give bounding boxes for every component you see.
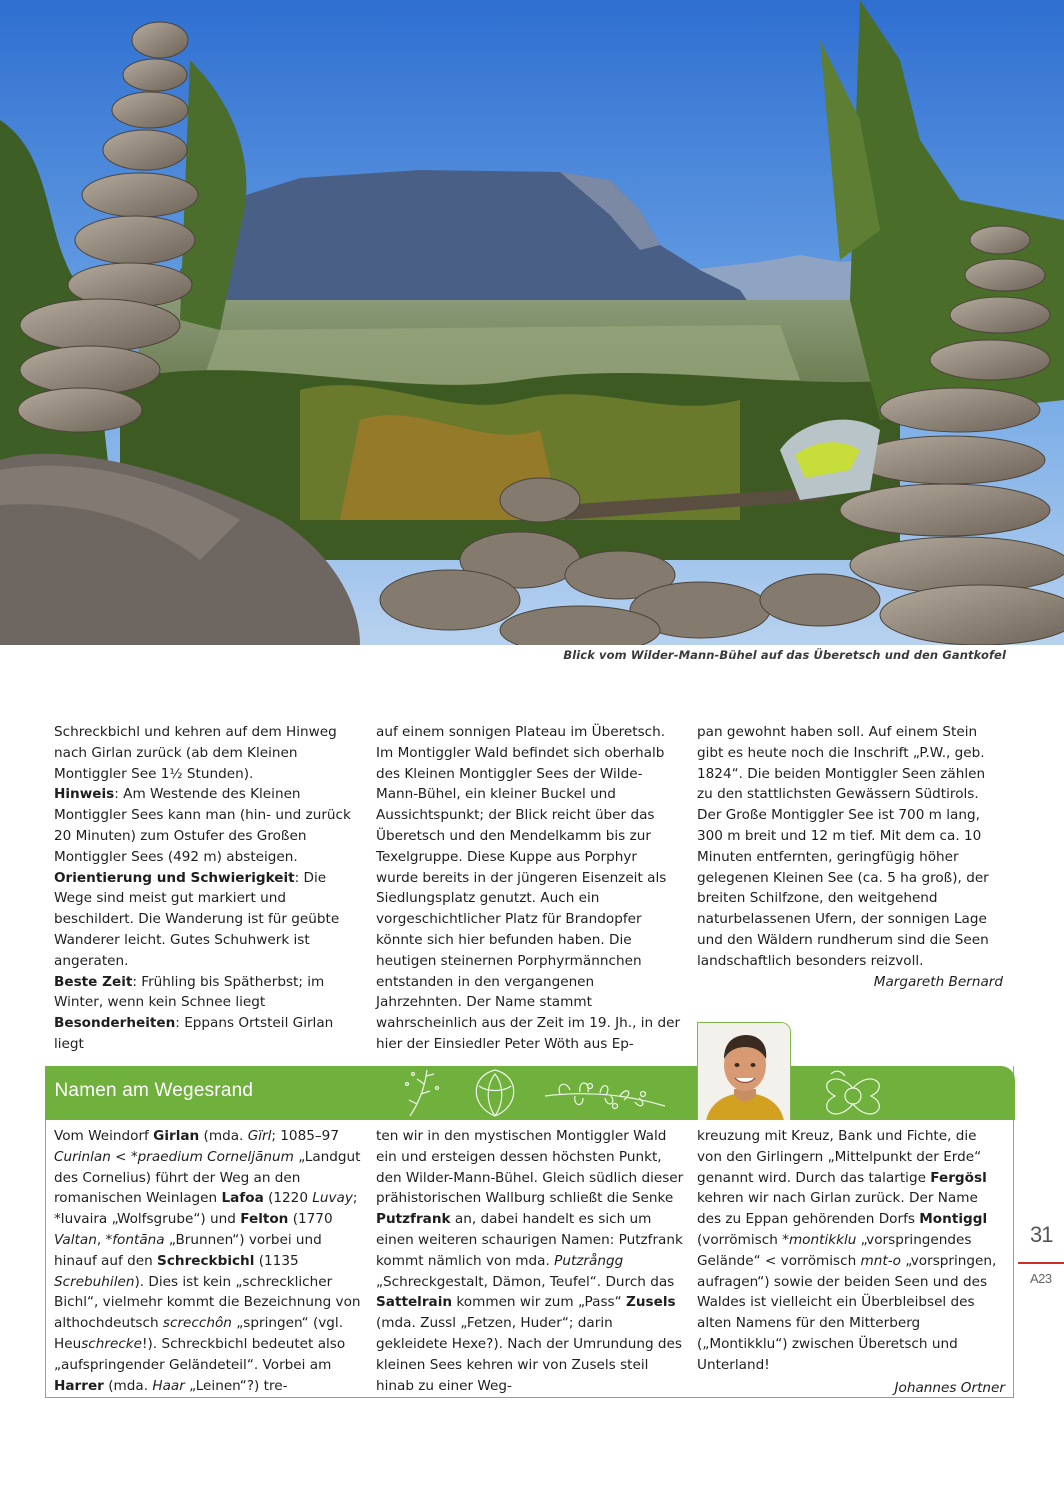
info-orientierung: Orientierung und Schwierigkeit: Die Wege sind meist gut markiert und beschildert. Die Wanderung ist für geübte Wanderer leicht. Gutes Schuhwerk ist angeraten. <box>54 869 340 969</box>
author-portrait <box>697 1022 791 1120</box>
text-run: , * <box>96 1231 113 1248</box>
etymology-term: praedium Corneljānum <box>137 1148 294 1165</box>
name-term: Schreckbichl <box>157 1252 255 1269</box>
page-number: 31 <box>1030 1222 1053 1247</box>
text-run: (mda. <box>199 1128 248 1144</box>
info-label: Orientierung und Schwierigkeit <box>54 869 295 886</box>
text-run: Vom Weindorf <box>54 1128 154 1144</box>
text-run: (1135 <box>254 1252 299 1269</box>
info-beste-zeit: Beste Zeit: Frühling bis Spätherbst; im Winter, wenn kein Schnee liegt <box>54 973 325 1011</box>
names-author: Johannes Ortner <box>894 1379 1005 1396</box>
name-term: Felton <box>240 1211 289 1228</box>
article-paragraph: pan gewohnt haben soll. Auf einem Stein gibt es heute noch die Inschrift „P.W., geb. 1824“. Die beiden Montiggler Seen zählen zu den stattlichsten Gewässern Südtirols. Der Große Montiggler See ist 700 m lang, 300 m breit und 12 m tief. Mit dem ca. 10 Minuten entfernten, geringfügig höher gelegenen Kleinen See (ca. 5 ha groß), der breiten Schilfzone, den weitgehend naturbelassenen Ufern, der sonnigen Lage und den Wäldern rundherum sind die Seen landschaftlich besonders reizvoll. <box>697 724 989 969</box>
name-term: Lafoa <box>221 1190 264 1207</box>
text-run: „Landgut des Cornelius) führt der Weg an den romanischen Weinlagen <box>54 1148 361 1207</box>
etymology-term: Screbuhilen <box>54 1273 135 1290</box>
article-author: Margareth Bernard <box>873 973 1003 990</box>
etymology-term: schrecke <box>81 1335 143 1352</box>
info-besonderheiten: Besonderheiten: Eppans Ortsteil Girlan liegt <box>54 1015 334 1052</box>
text-run: (1220 <box>263 1190 313 1207</box>
name-term: Zusels <box>626 1294 676 1311</box>
text-run: „Leinen“?) tre- <box>184 1377 288 1394</box>
text-run: kommen wir zum „Pass“ <box>452 1294 626 1311</box>
author-photo-icon <box>698 1023 791 1120</box>
text-run: (vorrömisch * <box>697 1231 789 1248</box>
name-term: Montiggl <box>919 1211 988 1228</box>
article-column-1 <box>54 722 360 1055</box>
text-run: ten wir in den mystischen Montiggler Wald ein und ersteigen dessen höchsten Punkt, den Wilder-Mann-Bühel. Gleich südlich dieser prähistorischen Wallburg schließt die Senke <box>376 1128 684 1207</box>
floral-decoration-icon <box>45 1066 1015 1120</box>
text-run: (mda. <box>103 1377 153 1394</box>
names-box-title: Namen am Wegesrand <box>54 1080 254 1101</box>
names-box-header <box>45 1066 1015 1120</box>
info-label: Besonderheiten <box>54 1015 176 1032</box>
text-run: „vorspringen, aufragen“) sowie der beiden Seen und des Waldes ist vielleicht ein Überbleibsel des alten Namens für den Mitterberg („Montikklu“) zwischen Überetsch und Unterland! <box>697 1252 997 1373</box>
info-label: Hinweis <box>54 786 115 803</box>
text-run: !). Schreckbichl bedeutet also „aufspringender Geländeteil“. Vorbei am <box>54 1335 346 1373</box>
etymology-term: mnt-o <box>860 1252 901 1269</box>
text-run: < * <box>110 1148 138 1165</box>
etymology-term: Curinlan <box>54 1148 111 1165</box>
names-paragraph <box>697 1126 1005 1376</box>
info-label: Beste Zeit <box>54 973 133 990</box>
text-run: kreuzung mit Kreuz, Bank und Fichte, die von den Girlingern „Mittelpunkt der Erde“ genannt wird. Durch das talartige <box>697 1128 982 1186</box>
text-run: (1770 <box>288 1211 333 1228</box>
text-run: „springen“ (vgl. Heu <box>54 1315 344 1352</box>
hero-photo <box>0 0 1064 645</box>
names-column-3 <box>697 1126 1005 1398</box>
text-run: (mda. Zussl „Fetzen, Huder“; darin gekleidete Hexe?). Nach der Umrundung des kleinen Sees kehren wir von Zusels steil hinab zu einer Weg- <box>376 1315 682 1394</box>
page-section-label: A23 <box>1030 1271 1052 1286</box>
etymology-term: Luvay <box>312 1190 353 1207</box>
name-term: Harrer <box>54 1377 104 1394</box>
page-divider <box>1018 1262 1064 1264</box>
info-hinweis: Hinweis: Am Westende des Kleinen Montiggler Sees kann man (hin- und zurück 20 Minuten) zum Ostufer des Großen Montiggler Sees (492 m) absteigen. <box>54 786 351 865</box>
text-run: ). Dies ist kein „schrecklicher Bichl“, vielmehr kommt die Bezeichnung von althochdeutsch <box>54 1273 361 1332</box>
article-paragraph: Schreckbichl und kehren auf dem Hinweg nach Girlan zurück (ab dem Kleinen Montiggler See 1½ Stunden). <box>54 724 337 782</box>
etymology-term: fontāna <box>112 1231 165 1248</box>
etymology-term: Gïrl <box>247 1128 272 1144</box>
etymology-term: Valtan <box>54 1231 97 1248</box>
etymology-term: Putzrångg <box>554 1252 624 1269</box>
text-run: ; 1085–97 <box>271 1128 339 1144</box>
text-run: „Schreckgestalt, Dämon, Teufel“. Durch das <box>376 1273 675 1290</box>
names-paragraph <box>376 1126 684 1396</box>
etymology-term: Haar <box>152 1377 185 1394</box>
photo-caption: Blick vom Wilder-Mann-Bühel auf das Überetsch und den Gantkofel <box>563 648 1006 662</box>
name-term: Fergösl <box>930 1169 987 1186</box>
landscape-illustration <box>0 0 1064 645</box>
text-run: „Brunnen“) vorbei und hinauf auf den <box>54 1231 322 1269</box>
text-run: kehren wir nach Girlan zurück. Der Name des zu Eppan gehörenden Dorfs <box>697 1190 978 1228</box>
article-column-2 <box>376 722 682 1055</box>
etymology-term: screcchôn <box>162 1315 232 1332</box>
article-paragraph: auf einem sonnigen Plateau im Überetsch. Im Montiggler Wald befindet sich oberhalb des Kleinen Montiggler Sees der Wilde-Mann-Bühel, ein kleiner Buckel und Aussichtspunkt; der Blick reicht über das Überetsch und den Mendelkamm bis zur Texelgruppe. Diese Kuppe aus Porphyr wurde bereits in der jüngeren Eisenzeit als Siedlungsplatz genutzt. Auch ein vorgeschichtlicher Platz für Brandopfer könnte sich hier befunden haben. Die heutigen steinernen Porphyrmännchen entstanden in den vergangenen Jahrzehnten. Der Name stammt wahrscheinlich aus der Zeit im 19. Jh., in der hier der Einsiedler Peter Wöth aus Ep- <box>376 724 681 1052</box>
etymology-term: montikklu <box>788 1231 857 1248</box>
text-run: an, dabei handelt es sich um einen weiteren schaurigen Namen: Putzfrank kommt nämlich von mda. <box>376 1211 683 1269</box>
name-term: Girlan <box>153 1128 200 1144</box>
names-column-1 <box>54 1126 362 1396</box>
names-column-2 <box>376 1126 684 1396</box>
names-paragraph <box>54 1126 362 1396</box>
text-run: „vorspringendes Gelände“ < vorrömisch <box>697 1231 972 1269</box>
article-column-3 <box>697 722 1003 992</box>
name-term: Putzfrank <box>376 1211 451 1228</box>
name-term: Sattelrain <box>376 1294 453 1311</box>
text-run: ; *luvaira „Wolfsgrube“) und <box>54 1190 358 1228</box>
